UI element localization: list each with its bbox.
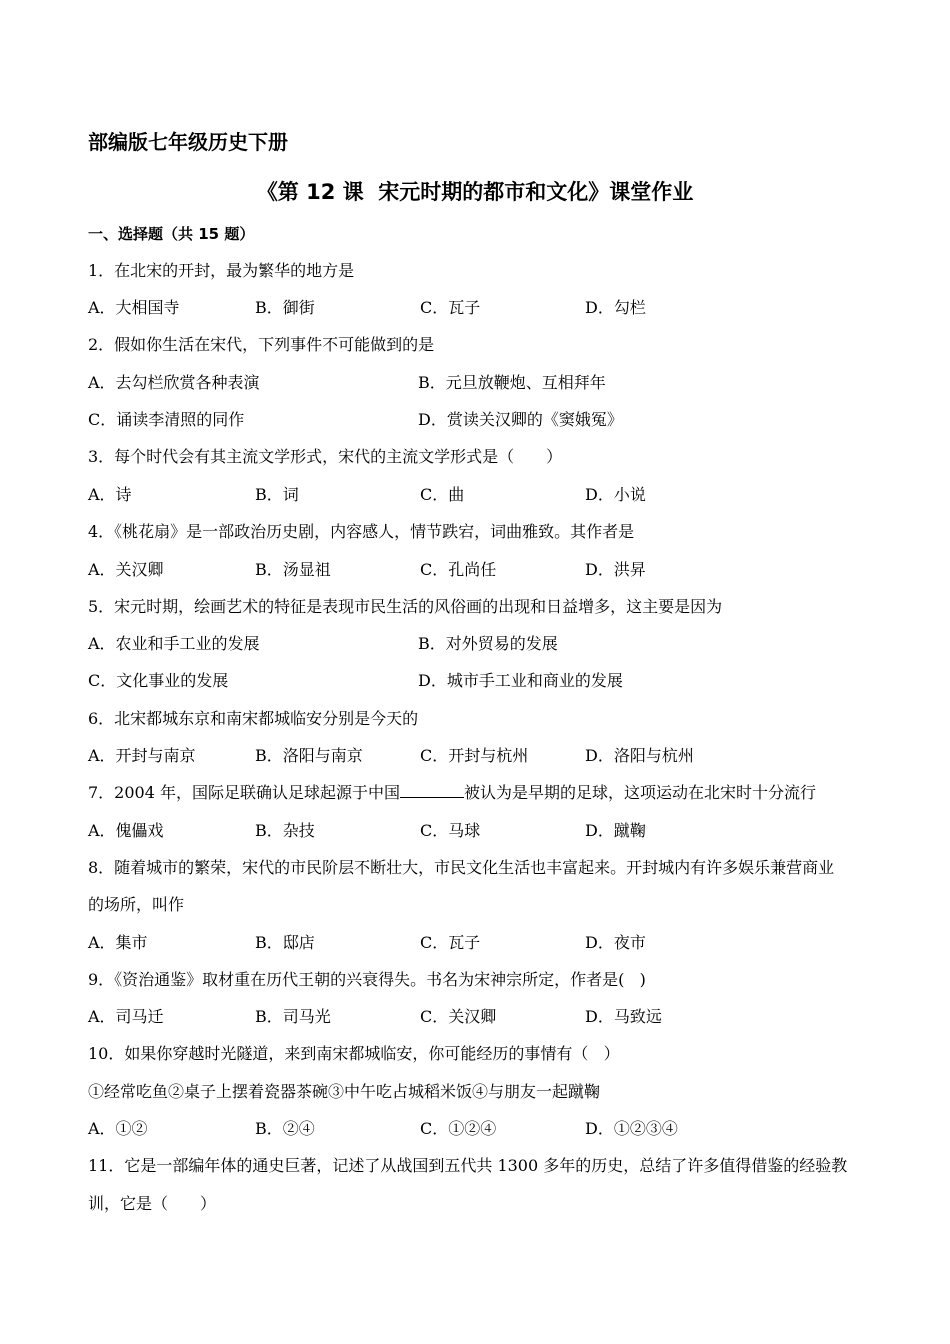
question-stem: 3．每个时代会有其主流文学形式，宋代的主流文学形式是（ ） bbox=[88, 447, 563, 466]
option-d: D．城市手工业和商业的发展 bbox=[418, 671, 623, 690]
option-b: B．杂技 bbox=[255, 821, 315, 840]
option-c: C．曲 bbox=[420, 485, 465, 504]
option-d: D．①②③④ bbox=[585, 1119, 678, 1138]
option-c: C．开封与杭州 bbox=[420, 746, 529, 765]
option-a: A．①② bbox=[88, 1119, 148, 1138]
question-stem-continued: 的场所，叫作 bbox=[88, 895, 185, 914]
option-c: C．关汉卿 bbox=[420, 1007, 497, 1026]
option-c: C．孔尚任 bbox=[420, 560, 497, 579]
option-d: D．夜市 bbox=[585, 933, 646, 952]
question-stem: 8．随着城市的繁荣，宋代的市民阶层不断壮大，市民文化生活也丰富起来。开封城内有许多娱乐兼营商业 bbox=[88, 858, 835, 877]
option-b: B．司马光 bbox=[255, 1007, 331, 1026]
option-d: D．洛阳与杭州 bbox=[585, 746, 694, 765]
option-c: C．诵读李清照的同作 bbox=[88, 410, 245, 429]
option-c: C．瓦子 bbox=[420, 933, 481, 952]
option-b: B．元旦放鞭炮、互相拜年 bbox=[418, 373, 606, 392]
option-d: D．小说 bbox=[585, 485, 646, 504]
option-b: B．洛阳与南京 bbox=[255, 746, 363, 765]
question-stem: 4．《桃花扇》是一部政治历史剧，内容感人，情节跌宕，词曲雅致。其作者是 bbox=[88, 522, 635, 541]
question-stem: 5．宋元时期，绘画艺术的特征是表现市民生活的风俗画的出现和日益增多，这主要是因为 bbox=[88, 597, 723, 616]
option-a: A．去勾栏欣赏各种表演 bbox=[88, 373, 260, 392]
question-stem-part: 7．2004 年，国际足联确认足球起源于中国 bbox=[88, 783, 400, 802]
option-d: D．勾栏 bbox=[585, 298, 646, 317]
option-a: A．农业和手工业的发展 bbox=[88, 634, 260, 653]
question-stem-continued: 训，它是（ ） bbox=[88, 1194, 217, 1213]
question-items: ①经常吃鱼②桌子上摆着瓷器茶碗③中午吃占城稻米饭④与朋友一起蹴鞠 bbox=[88, 1082, 601, 1101]
question-stem: 2．假如你生活在宋代，下列事件不可能做到的是 bbox=[88, 335, 435, 354]
option-b: B．邸店 bbox=[255, 933, 315, 952]
question-stem-part: 被认为是早期的足球，这项运动在北宋时十分流行 bbox=[464, 783, 817, 802]
option-a: A．大相国寺 bbox=[88, 298, 180, 317]
option-d: D．蹴鞠 bbox=[585, 821, 646, 840]
option-a: A．诗 bbox=[88, 485, 132, 504]
question-stem: 10．如果你穿越时光隧道，来到南宋都城临安，你可能经历的事情有（ ） bbox=[88, 1044, 620, 1063]
option-b: B．对外贸易的发展 bbox=[418, 634, 558, 653]
option-c: C．①②④ bbox=[420, 1119, 497, 1138]
fill-in-blank bbox=[400, 783, 464, 798]
option-b: B．词 bbox=[255, 485, 299, 504]
option-a: A．开封与南京 bbox=[88, 746, 196, 765]
option-d: D．赏读关汉卿的《窦娥冤》 bbox=[418, 410, 623, 429]
option-a: A．集市 bbox=[88, 933, 148, 952]
document-title: 《第 12 课 宋元时期的都市和文化》课堂作业 bbox=[256, 180, 694, 204]
option-c: C．马球 bbox=[420, 821, 481, 840]
question-stem: 9．《资治通鉴》取材重在历代王朝的兴衰得失。书名为宋神宗所定，作者是( ) bbox=[88, 970, 646, 989]
question-stem bbox=[88, 783, 816, 803]
question-stem: 1．在北宋的开封，最为繁华的地方是 bbox=[88, 261, 355, 280]
option-a: A．司马迁 bbox=[88, 1007, 164, 1026]
option-b: B．汤显祖 bbox=[255, 560, 331, 579]
option-d: D．洪昇 bbox=[585, 560, 646, 579]
question-stem: 6．北宋都城东京和南宋都城临安分别是今天的 bbox=[88, 709, 419, 728]
document-subtitle: 部编版七年级历史下册 bbox=[88, 130, 288, 154]
option-c: C．文化事业的发展 bbox=[88, 671, 229, 690]
option-b: B．御街 bbox=[255, 298, 315, 317]
option-d: D．马致远 bbox=[585, 1007, 662, 1026]
option-a: A．关汉卿 bbox=[88, 560, 164, 579]
section-heading: 一、选择题（共 15 题） bbox=[88, 225, 255, 243]
question-stem: 11．它是一部编年体的通史巨著，记述了从战国到五代共 1300 多年的历史，总结了许多值得借鉴的经验教 bbox=[88, 1156, 848, 1175]
option-c: C．瓦子 bbox=[420, 298, 481, 317]
option-a: A．傀儡戏 bbox=[88, 821, 164, 840]
option-b: B．②④ bbox=[255, 1119, 315, 1138]
